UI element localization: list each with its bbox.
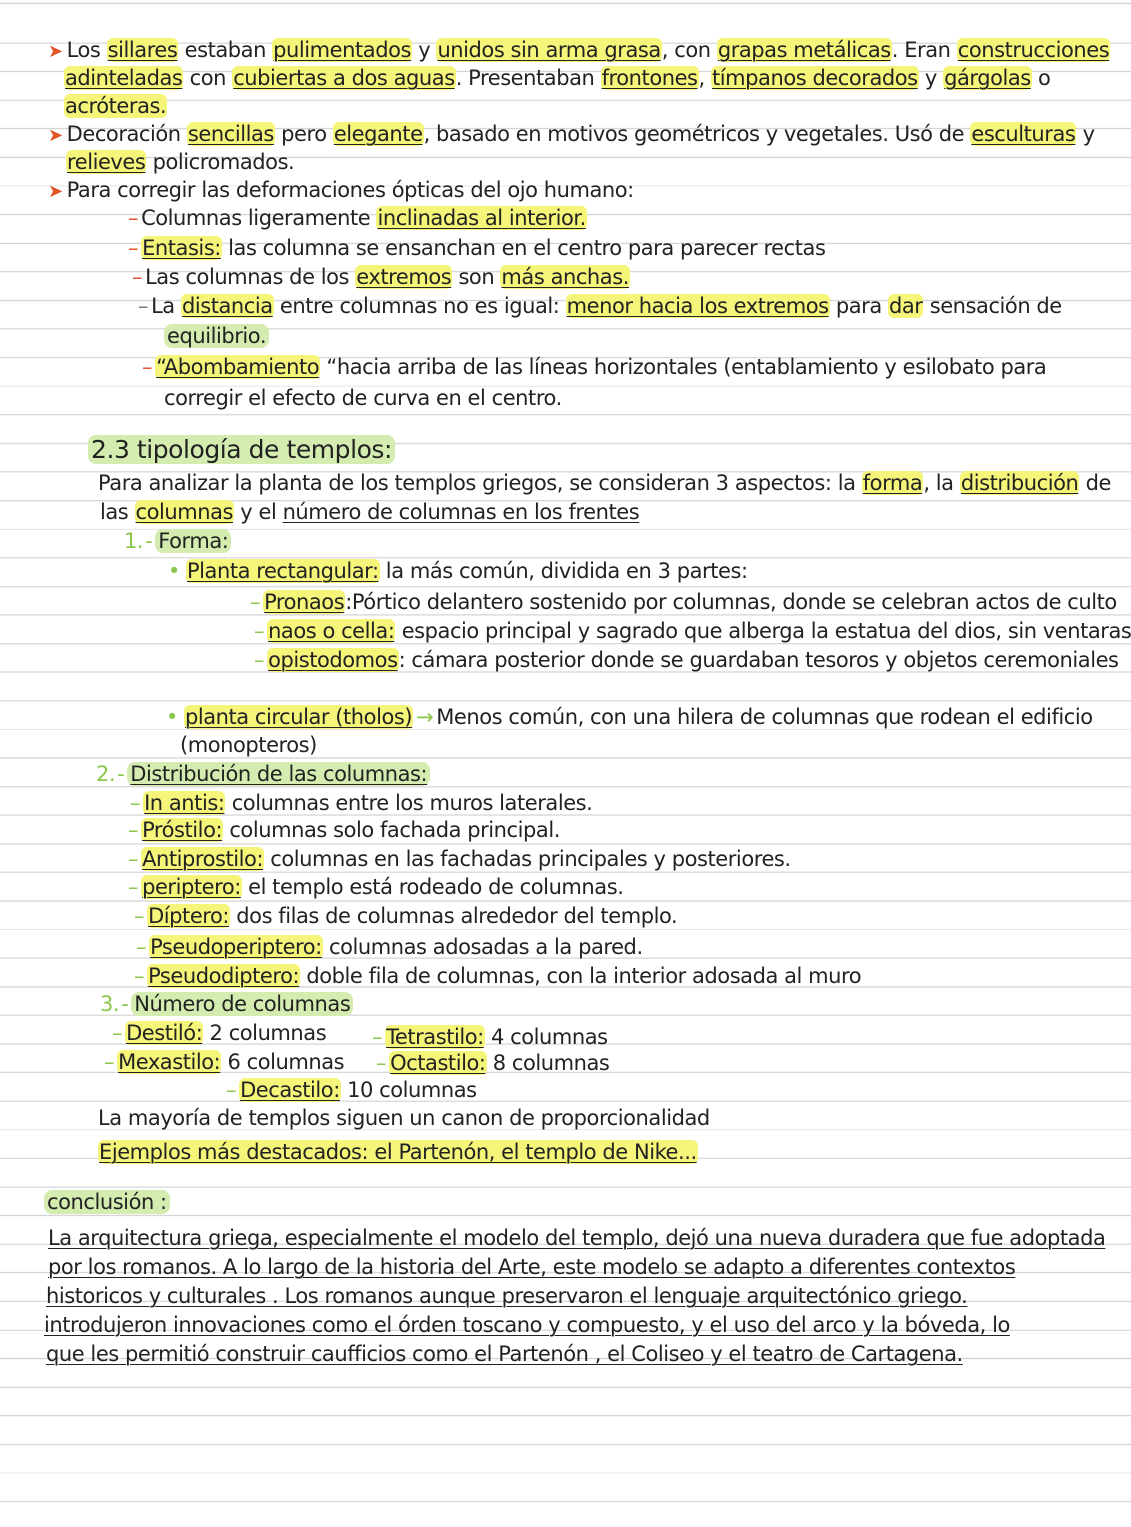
text-line: corregir el efecto de curva en el centro. [164, 386, 562, 410]
text-line: que les permitió construir caufficios como el Partenón , el Coliseo y el teatro de Cartagena. [46, 1342, 963, 1366]
list-item: – Destiló: 2 columnas [112, 1021, 327, 1045]
text-line: • Planta rectangular: la más común, dividida en 3 partes: [168, 559, 748, 583]
text-line: – Pronaos:Pórtico delantero sostenido por columnas, donde se celebran actos de culto [250, 590, 1117, 614]
text-line: historicos y culturales . Los romanos aunque preservaron el lenguaje arquitectónico griego. [46, 1284, 968, 1308]
list-item: – Mexastilo: 6 columnas [104, 1050, 345, 1074]
list-item: – Decastilo: 10 columnas [226, 1078, 477, 1102]
text-line: acróteras. [65, 94, 167, 118]
text-line: – opistodomos: cámara posterior donde se guardaban tesoros y objetos ceremoniales [254, 648, 1119, 672]
text-line: – La distancia entre columnas no es igual: menor hacia los extremos para dar sensación de [138, 294, 1062, 318]
list-heading: 2.- Distribución de las columnas: [96, 760, 430, 788]
list-item: – Díptero: dos filas de columnas alrededor del templo. [134, 904, 678, 928]
text-line: ➤ Para corregir las deformaciones ópticas del ojo humano: [48, 176, 634, 206]
text-line: La arquitectura griega, especialmente el modelo del templo, dejó una nueva duradera que fue adoptada [48, 1226, 1106, 1250]
text-line: ➤ Los sillares estaban pulimentados y unidos sin arma grasa, con grapas metálicas. Eran construcciones [48, 36, 1110, 66]
text-line: (monopteros) [180, 733, 317, 757]
arrow-bullet-icon: ➤ [48, 41, 63, 62]
section-heading: 2.3 tipología de templos: [88, 436, 395, 464]
list-heading: 3.- Número de columnas [100, 990, 353, 1018]
conclusion-label: conclusión : [44, 1188, 170, 1216]
text-line: – Las columnas de los extremos son más anchas. [132, 265, 629, 289]
text-line: – “Abombamiento “hacia arriba de las líneas horizontales (entablamiento y esilobato para [142, 355, 1047, 379]
text-line: las columnas y el número de columnas en los frentes [100, 500, 640, 524]
text-line: adinteladas con cubiertas a dos aguas. Presentaban frontones, tímpanos decorados y gárgolas o [65, 66, 1051, 90]
list-item: – In antis: columnas entre los muros laterales. [130, 791, 593, 815]
text-line: equilibrio. [164, 322, 269, 350]
list-item: – Octastilo: 8 columnas [376, 1051, 610, 1075]
list-item: – Pseudodiptero: doble fila de columnas, con la interior adosada al muro [134, 964, 862, 988]
text-line: – Columnas ligeramente inclinadas al interior. [128, 206, 586, 230]
text-line: Para analizar la planta de los templos griegos, se consideran 3 aspectos: la forma, la distribución de [98, 471, 1111, 495]
text-line: – naos o cella: espacio principal y sagrado que alberga la estatua del dios, sin ventaras [254, 619, 1131, 643]
text-line: relieves policromados. [67, 150, 295, 174]
text-line: introdujeron innovaciones como el órden toscano y compuesto, y el uso del arco y la bóveda, lo [44, 1313, 1010, 1337]
arrow-bullet-icon: ➤ [48, 125, 63, 146]
list-heading: 1.- Forma: [124, 527, 231, 555]
text-line: – Entasis: las columna se ensanchan en el centro para parecer rectas [128, 236, 826, 260]
list-item: – Pseudoperiptero: columnas adosadas a la pared. [136, 935, 643, 959]
text-line: ➤ Decoración sencillas pero elegante, basado en motivos geométricos y vegetales. Usó de esculturas y [48, 120, 1095, 150]
text-line: Ejemplos más destacados: el Partenón, el templo de Nike... [99, 1140, 697, 1164]
arrow-right-icon: → [416, 705, 434, 729]
text-line: La mayoría de templos siguen un canon de proporcionalidad [98, 1106, 710, 1130]
text-line: • planta circular (tholos) → Menos común, con una hilera de columnas que rodean el edificio [166, 705, 1093, 729]
list-item: – Antiprostilo: columnas en las fachadas principales y posteriores. [128, 847, 791, 871]
arrow-bullet-icon: ➤ [48, 181, 63, 202]
list-item: – periptero: el templo está rodeado de columnas. [128, 875, 624, 899]
text-line: por los romanos. A lo largo de la historia del Arte, este modelo se adapto a diferentes contextos [48, 1255, 1016, 1279]
list-item: – Tetrastilo: 4 columnas [372, 1025, 608, 1049]
list-item: – Próstilo: columnas solo fachada principal. [128, 818, 560, 842]
